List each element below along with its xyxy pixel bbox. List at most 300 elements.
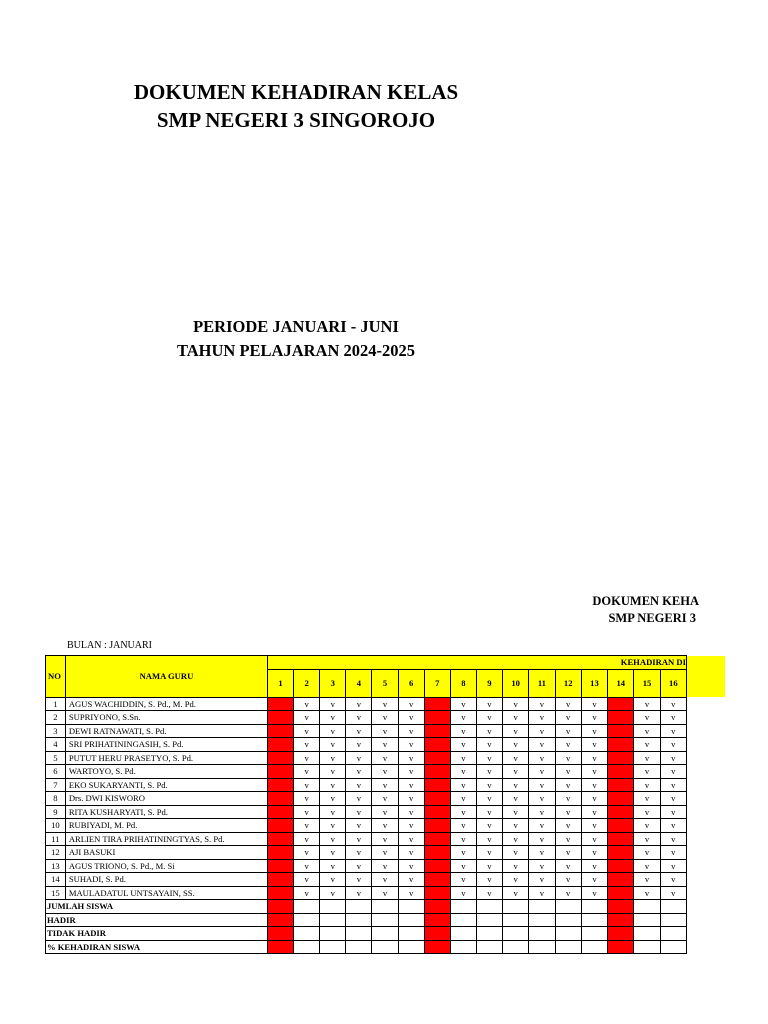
attendance-cell: v bbox=[503, 819, 529, 833]
attendance-cell: v bbox=[450, 738, 476, 752]
attendance-cell: v bbox=[320, 751, 346, 765]
holiday-cell bbox=[608, 832, 634, 846]
attendance-cell: v bbox=[634, 832, 660, 846]
holiday-cell bbox=[608, 913, 634, 927]
day-header: 1 bbox=[268, 669, 294, 697]
attendance-cell: v bbox=[529, 859, 555, 873]
holiday-cell bbox=[268, 832, 294, 846]
attendance-cell: v bbox=[529, 886, 555, 900]
attendance-cell: v bbox=[476, 751, 502, 765]
attendance-cell: v bbox=[476, 724, 502, 738]
summary-cell bbox=[503, 927, 529, 941]
cover-school-year: TAHUN PELAJARAN 2024-2025 bbox=[176, 341, 416, 360]
teacher-name: PUTUT HERU PRASETYO, S. Pd. bbox=[65, 751, 267, 765]
header-row bbox=[46, 656, 726, 670]
summary-cell bbox=[581, 913, 607, 927]
holiday-cell bbox=[608, 886, 634, 900]
attendance-cell: v bbox=[476, 886, 502, 900]
attendance-cell: v bbox=[660, 873, 686, 887]
attendance-cell: v bbox=[320, 859, 346, 873]
holiday-cell bbox=[608, 738, 634, 752]
attendance-cell: v bbox=[476, 819, 502, 833]
summary-cell bbox=[294, 940, 320, 954]
holiday-cell bbox=[608, 873, 634, 887]
attendance-cell: v bbox=[634, 765, 660, 779]
summary-cell bbox=[660, 913, 686, 927]
row-tail bbox=[686, 846, 725, 860]
table-row bbox=[46, 738, 726, 752]
summary-cell bbox=[346, 940, 372, 954]
holiday-cell bbox=[268, 940, 294, 954]
row-number: 15 bbox=[46, 886, 66, 900]
attendance-cell: v bbox=[372, 778, 398, 792]
attendance-cell: v bbox=[503, 859, 529, 873]
attendance-cell: v bbox=[372, 819, 398, 833]
summary-cell bbox=[634, 913, 660, 927]
summary-cell bbox=[529, 913, 555, 927]
attendance-cell: v bbox=[660, 711, 686, 725]
summary-cell bbox=[398, 927, 424, 941]
attendance-cell: v bbox=[555, 765, 581, 779]
attendance-cell: v bbox=[294, 805, 320, 819]
attendance-cell: v bbox=[450, 711, 476, 725]
attendance-cell: v bbox=[581, 751, 607, 765]
holiday-cell bbox=[268, 792, 294, 806]
row-number: 9 bbox=[46, 805, 66, 819]
holiday-cell bbox=[268, 900, 294, 914]
table-row bbox=[46, 873, 726, 887]
attendance-cell: v bbox=[450, 792, 476, 806]
attendance-cell: v bbox=[503, 778, 529, 792]
teacher-name: AGUS WACHIDDIN, S. Pd., M. Pd. bbox=[65, 697, 267, 711]
attendance-cell: v bbox=[634, 724, 660, 738]
holiday-cell bbox=[268, 711, 294, 725]
teacher-name: SUHADI, S. Pd. bbox=[65, 873, 267, 887]
summary-cell bbox=[660, 927, 686, 941]
holiday-cell bbox=[268, 751, 294, 765]
summary-cell bbox=[581, 927, 607, 941]
holiday-cell bbox=[424, 792, 450, 806]
attendance-cell: v bbox=[398, 832, 424, 846]
attendance-cell: v bbox=[294, 859, 320, 873]
holiday-cell bbox=[608, 778, 634, 792]
attendance-cell: v bbox=[450, 765, 476, 779]
summary-cell bbox=[529, 940, 555, 954]
summary-cell bbox=[450, 913, 476, 927]
attendance-cell: v bbox=[320, 792, 346, 806]
summary-row bbox=[46, 900, 726, 914]
attendance-cell: v bbox=[450, 778, 476, 792]
cover-title-line1: DOKUMEN KEHADIRAN KELAS bbox=[133, 80, 459, 104]
attendance-cell: v bbox=[634, 792, 660, 806]
attendance-cell: v bbox=[320, 873, 346, 887]
teacher-name: WARTOYO, S. Pd. bbox=[65, 765, 267, 779]
attendance-cell: v bbox=[398, 859, 424, 873]
row-number: 7 bbox=[46, 778, 66, 792]
row-number: 8 bbox=[46, 792, 66, 806]
attendance-cell: v bbox=[581, 738, 607, 752]
attendance-cell: v bbox=[294, 697, 320, 711]
attendance-cell: v bbox=[503, 751, 529, 765]
attendance-cell: v bbox=[503, 805, 529, 819]
attendance-header: KEHADIRAN DI bbox=[268, 656, 687, 670]
holiday-cell bbox=[608, 900, 634, 914]
attendance-cell: v bbox=[634, 711, 660, 725]
holiday-cell bbox=[424, 724, 450, 738]
attendance-cell: v bbox=[372, 697, 398, 711]
attendance-cell: v bbox=[555, 738, 581, 752]
summary-cell bbox=[660, 940, 686, 954]
holiday-cell bbox=[424, 873, 450, 887]
summary-cell bbox=[294, 913, 320, 927]
attendance-cell: v bbox=[398, 778, 424, 792]
holiday-cell bbox=[424, 711, 450, 725]
attendance-cell: v bbox=[346, 711, 372, 725]
attendance-table bbox=[45, 655, 725, 954]
attendance-cell: v bbox=[555, 873, 581, 887]
summary-cell bbox=[581, 900, 607, 914]
attendance-cell: v bbox=[476, 778, 502, 792]
sheet-title-line2: SMP NEGERI 3 bbox=[608, 611, 696, 625]
table-row bbox=[46, 778, 726, 792]
summary-cell bbox=[581, 940, 607, 954]
summary-cell bbox=[503, 900, 529, 914]
attendance-cell: v bbox=[555, 711, 581, 725]
attendance-cell: v bbox=[398, 711, 424, 725]
attendance-cell: v bbox=[476, 832, 502, 846]
summary-cell bbox=[529, 927, 555, 941]
row-tail bbox=[686, 751, 725, 765]
attendance-cell: v bbox=[398, 738, 424, 752]
attendance-cell: v bbox=[529, 819, 555, 833]
attendance-cell: v bbox=[581, 697, 607, 711]
attendance-cell: v bbox=[503, 711, 529, 725]
summary-cell bbox=[503, 913, 529, 927]
holiday-cell bbox=[608, 859, 634, 873]
header-fill bbox=[686, 656, 725, 698]
summary-cell bbox=[476, 940, 502, 954]
attendance-cell: v bbox=[372, 738, 398, 752]
attendance-cell: v bbox=[660, 765, 686, 779]
table-row bbox=[46, 751, 726, 765]
attendance-cell: v bbox=[529, 697, 555, 711]
summary-cell bbox=[398, 913, 424, 927]
cover-period: PERIODE JANUARI - JUNI bbox=[193, 317, 399, 336]
attendance-cell: v bbox=[346, 873, 372, 887]
attendance-cell: v bbox=[346, 724, 372, 738]
attendance-cell: v bbox=[320, 711, 346, 725]
attendance-cell: v bbox=[398, 873, 424, 887]
row-tail bbox=[686, 859, 725, 873]
holiday-cell bbox=[608, 711, 634, 725]
attendance-cell: v bbox=[529, 873, 555, 887]
summary-label: JUMLAH SISWA bbox=[46, 900, 268, 914]
summary-cell bbox=[346, 927, 372, 941]
attendance-cell: v bbox=[555, 778, 581, 792]
attendance-cell: v bbox=[320, 805, 346, 819]
holiday-cell bbox=[268, 697, 294, 711]
table-row bbox=[46, 765, 726, 779]
attendance-cell: v bbox=[529, 832, 555, 846]
attendance-cell: v bbox=[346, 886, 372, 900]
table-row bbox=[46, 819, 726, 833]
holiday-cell bbox=[268, 846, 294, 860]
attendance-cell: v bbox=[294, 886, 320, 900]
attendance-cell: v bbox=[346, 738, 372, 752]
summary-cell bbox=[555, 913, 581, 927]
attendance-cell: v bbox=[529, 792, 555, 806]
attendance-cell: v bbox=[294, 846, 320, 860]
summary-cell bbox=[450, 940, 476, 954]
attendance-cell: v bbox=[660, 832, 686, 846]
attendance-cell: v bbox=[398, 697, 424, 711]
row-tail bbox=[686, 778, 725, 792]
day-header: 14 bbox=[608, 669, 634, 697]
attendance-cell: v bbox=[476, 859, 502, 873]
row-tail bbox=[686, 913, 725, 927]
attendance-cell: v bbox=[450, 873, 476, 887]
attendance-cell: v bbox=[320, 724, 346, 738]
attendance-cell: v bbox=[503, 765, 529, 779]
attendance-cell: v bbox=[320, 819, 346, 833]
attendance-cell: v bbox=[320, 886, 346, 900]
attendance-cell: v bbox=[294, 765, 320, 779]
attendance-cell: v bbox=[529, 778, 555, 792]
attendance-cell: v bbox=[581, 846, 607, 860]
attendance-cell: v bbox=[450, 724, 476, 738]
summary-cell bbox=[398, 940, 424, 954]
holiday-cell bbox=[268, 819, 294, 833]
day-header: 15 bbox=[634, 669, 660, 697]
attendance-cell: v bbox=[660, 859, 686, 873]
attendance-cell: v bbox=[555, 724, 581, 738]
summary-cell bbox=[476, 927, 502, 941]
attendance-cell: v bbox=[634, 805, 660, 819]
attendance-cell: v bbox=[320, 738, 346, 752]
day-header: 4 bbox=[346, 669, 372, 697]
attendance-cell: v bbox=[398, 819, 424, 833]
attendance-cell: v bbox=[581, 805, 607, 819]
day-header: 6 bbox=[398, 669, 424, 697]
summary-cell bbox=[529, 900, 555, 914]
attendance-cell: v bbox=[660, 846, 686, 860]
attendance-cell: v bbox=[320, 765, 346, 779]
holiday-cell bbox=[608, 724, 634, 738]
summary-row bbox=[46, 940, 726, 954]
attendance-cell: v bbox=[372, 886, 398, 900]
attendance-cell: v bbox=[372, 711, 398, 725]
attendance-cell: v bbox=[529, 711, 555, 725]
attendance-cell: v bbox=[346, 805, 372, 819]
attendance-cell: v bbox=[503, 724, 529, 738]
holiday-cell bbox=[608, 846, 634, 860]
row-number: 4 bbox=[46, 738, 66, 752]
attendance-cell: v bbox=[372, 792, 398, 806]
holiday-cell bbox=[268, 724, 294, 738]
attendance-cell: v bbox=[581, 886, 607, 900]
summary-cell bbox=[372, 913, 398, 927]
holiday-cell bbox=[424, 927, 450, 941]
summary-cell bbox=[634, 900, 660, 914]
attendance-cell: v bbox=[503, 873, 529, 887]
attendance-cell: v bbox=[581, 711, 607, 725]
table-row bbox=[46, 832, 726, 846]
no-column-header: NO bbox=[46, 656, 66, 698]
row-tail bbox=[686, 886, 725, 900]
attendance-cell: v bbox=[398, 805, 424, 819]
table-row bbox=[46, 792, 726, 806]
attendance-cell: v bbox=[555, 886, 581, 900]
summary-cell bbox=[450, 927, 476, 941]
attendance-cell: v bbox=[529, 765, 555, 779]
attendance-cell: v bbox=[634, 846, 660, 860]
row-tail bbox=[686, 805, 725, 819]
attendance-cell: v bbox=[294, 778, 320, 792]
teacher-name: Drs. DWI KISWORO bbox=[65, 792, 267, 806]
summary-cell bbox=[476, 913, 502, 927]
summary-row bbox=[46, 927, 726, 941]
teacher-name: MAULADATUL UNTSAYAIN, SS. bbox=[65, 886, 267, 900]
holiday-cell bbox=[424, 940, 450, 954]
attendance-cell: v bbox=[581, 778, 607, 792]
table-row bbox=[46, 711, 726, 725]
day-header: 16 bbox=[660, 669, 686, 697]
attendance-cell: v bbox=[346, 751, 372, 765]
summary-cell bbox=[320, 940, 346, 954]
sheet-title-line1: DOKUMEN KEHA bbox=[592, 594, 699, 608]
attendance-cell: v bbox=[660, 751, 686, 765]
attendance-cell: v bbox=[660, 819, 686, 833]
row-number: 2 bbox=[46, 711, 66, 725]
holiday-cell bbox=[268, 927, 294, 941]
attendance-cell: v bbox=[555, 792, 581, 806]
attendance-cell: v bbox=[555, 805, 581, 819]
attendance-cell: v bbox=[372, 805, 398, 819]
row-tail bbox=[686, 819, 725, 833]
attendance-cell: v bbox=[660, 792, 686, 806]
day-header: 3 bbox=[320, 669, 346, 697]
attendance-cell: v bbox=[346, 846, 372, 860]
attendance-cell: v bbox=[372, 859, 398, 873]
row-number: 11 bbox=[46, 832, 66, 846]
table-row bbox=[46, 886, 726, 900]
day-header: 11 bbox=[529, 669, 555, 697]
attendance-cell: v bbox=[581, 792, 607, 806]
attendance-cell: v bbox=[476, 738, 502, 752]
attendance-cell: v bbox=[634, 778, 660, 792]
attendance-cell: v bbox=[294, 832, 320, 846]
attendance-cell: v bbox=[634, 886, 660, 900]
holiday-cell bbox=[608, 697, 634, 711]
attendance-cell: v bbox=[398, 751, 424, 765]
summary-cell bbox=[320, 927, 346, 941]
holiday-cell bbox=[424, 738, 450, 752]
row-tail bbox=[686, 792, 725, 806]
summary-cell bbox=[372, 900, 398, 914]
attendance-cell: v bbox=[529, 846, 555, 860]
teacher-name: RUBIYADI, M. Pd. bbox=[65, 819, 267, 833]
attendance-cell: v bbox=[346, 859, 372, 873]
summary-cell bbox=[555, 927, 581, 941]
attendance-cell: v bbox=[450, 886, 476, 900]
table-row bbox=[46, 859, 726, 873]
row-number: 10 bbox=[46, 819, 66, 833]
teacher-name: ARLIEN TIRA PRIHATININGTYAS, S. Pd. bbox=[65, 832, 267, 846]
attendance-cell: v bbox=[398, 724, 424, 738]
attendance-cell: v bbox=[294, 873, 320, 887]
holiday-cell bbox=[424, 913, 450, 927]
summary-cell bbox=[660, 900, 686, 914]
attendance-cell: v bbox=[476, 805, 502, 819]
holiday-cell bbox=[424, 697, 450, 711]
summary-cell bbox=[346, 900, 372, 914]
attendance-cell: v bbox=[398, 846, 424, 860]
cover-title-line2: SMP NEGERI 3 SINGOROJO bbox=[156, 108, 436, 132]
holiday-cell bbox=[608, 765, 634, 779]
attendance-cell: v bbox=[555, 832, 581, 846]
attendance-cell: v bbox=[503, 738, 529, 752]
holiday-cell bbox=[424, 832, 450, 846]
attendance-cell: v bbox=[581, 724, 607, 738]
holiday-cell bbox=[424, 886, 450, 900]
day-header: 9 bbox=[476, 669, 502, 697]
attendance-cell: v bbox=[476, 765, 502, 779]
table-row bbox=[46, 724, 726, 738]
holiday-cell bbox=[608, 819, 634, 833]
attendance-cell: v bbox=[634, 697, 660, 711]
teacher-name: DEWI RATNAWATI, S. Pd. bbox=[65, 724, 267, 738]
holiday-cell bbox=[608, 751, 634, 765]
table-row bbox=[46, 697, 726, 711]
name-column-header: NAMA GURU bbox=[65, 656, 267, 698]
summary-cell bbox=[294, 900, 320, 914]
summary-cell bbox=[372, 940, 398, 954]
month-label: BULAN : JANUARI bbox=[67, 640, 152, 651]
attendance-cell: v bbox=[372, 832, 398, 846]
attendance-cell: v bbox=[346, 832, 372, 846]
row-tail bbox=[686, 873, 725, 887]
summary-cell bbox=[450, 900, 476, 914]
attendance-cell: v bbox=[320, 832, 346, 846]
attendance-cell: v bbox=[450, 859, 476, 873]
attendance-cell: v bbox=[503, 697, 529, 711]
attendance-cell: v bbox=[660, 738, 686, 752]
attendance-cell: v bbox=[634, 859, 660, 873]
attendance-cell: v bbox=[660, 697, 686, 711]
attendance-cell: v bbox=[476, 873, 502, 887]
summary-cell bbox=[634, 927, 660, 941]
attendance-cell: v bbox=[346, 697, 372, 711]
teacher-name: SUPRIYONO, S.Sn. bbox=[65, 711, 267, 725]
row-tail bbox=[686, 697, 725, 711]
attendance-cell: v bbox=[294, 819, 320, 833]
attendance-cell: v bbox=[503, 792, 529, 806]
attendance-cell: v bbox=[398, 886, 424, 900]
table-row bbox=[46, 805, 726, 819]
attendance-sheet bbox=[45, 655, 725, 963]
attendance-cell: v bbox=[634, 751, 660, 765]
attendance-cell: v bbox=[476, 697, 502, 711]
teacher-name: AGUS TRIONO, S. Pd., M. Si bbox=[65, 859, 267, 873]
attendance-cell: v bbox=[529, 805, 555, 819]
attendance-cell: v bbox=[555, 751, 581, 765]
attendance-cell: v bbox=[372, 873, 398, 887]
holiday-cell bbox=[268, 738, 294, 752]
attendance-cell: v bbox=[450, 846, 476, 860]
attendance-cell: v bbox=[294, 751, 320, 765]
holiday-cell bbox=[424, 805, 450, 819]
holiday-cell bbox=[608, 792, 634, 806]
